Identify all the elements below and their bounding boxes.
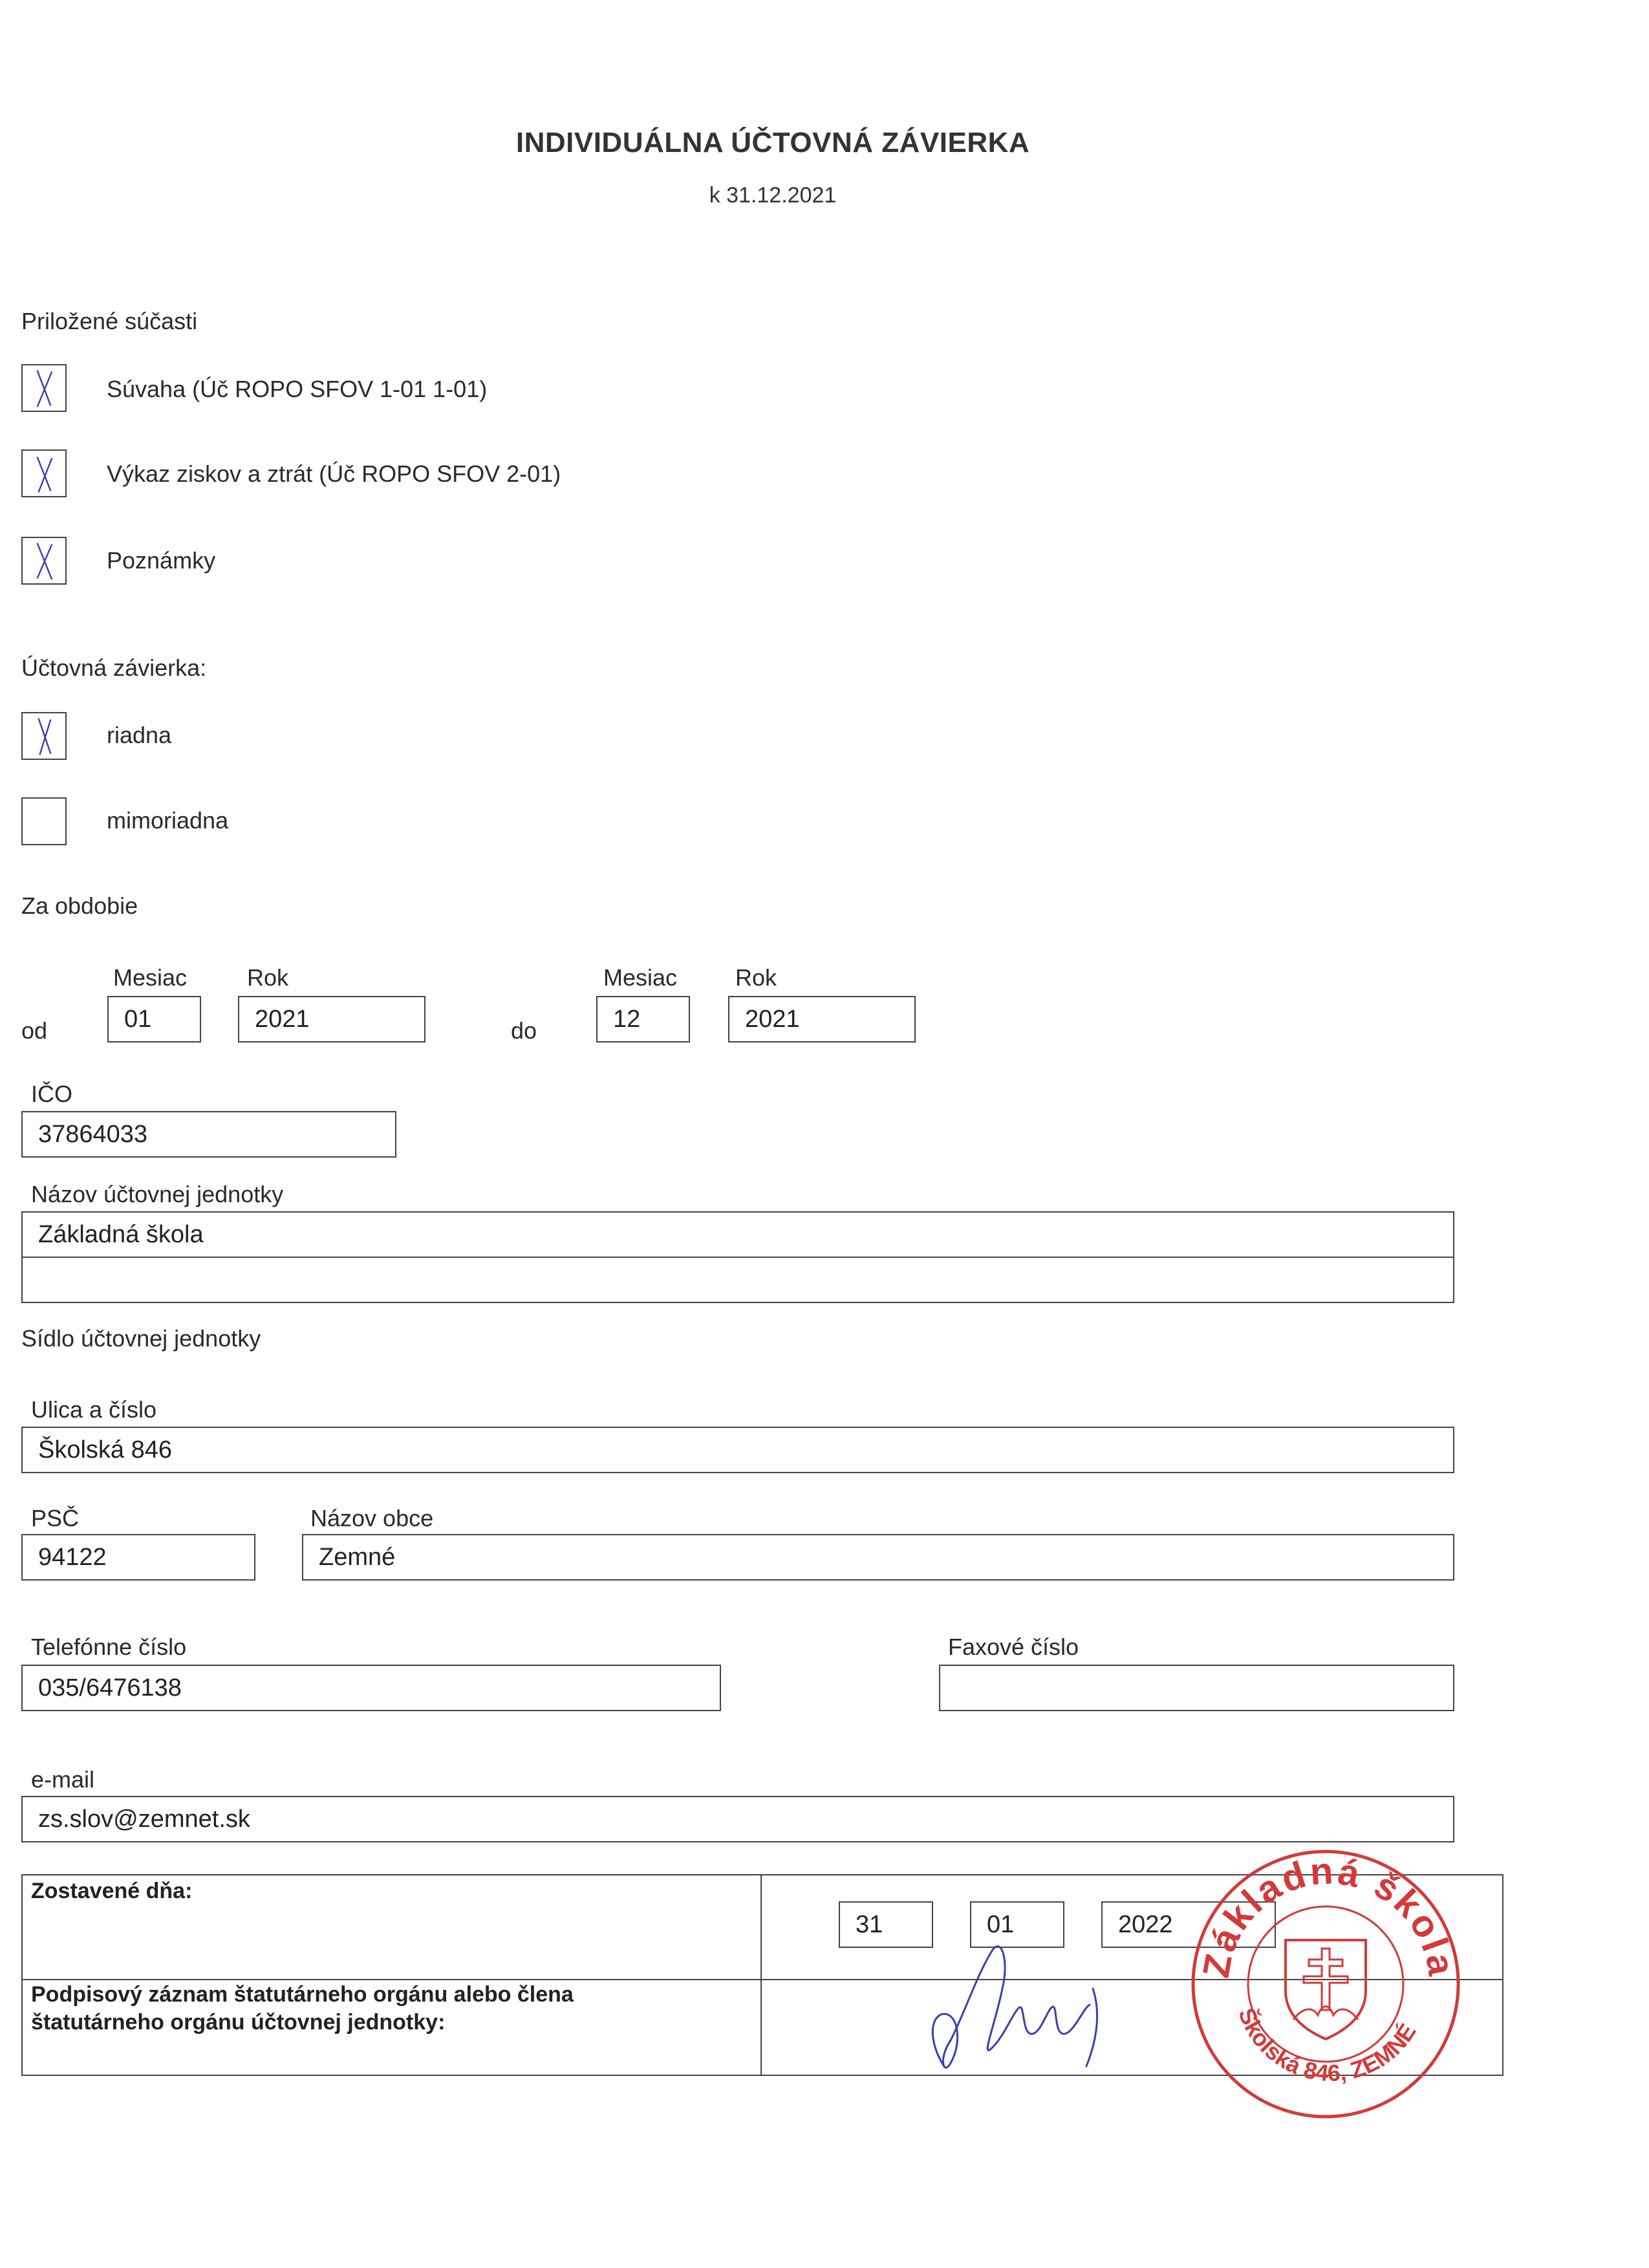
psc-label: PSČ <box>31 1505 80 1531</box>
svg-text:Základná škola <box>1195 1850 1463 1980</box>
from-year-label: Rok <box>247 964 289 991</box>
attachments-heading: Priložené súčasti <box>21 308 198 334</box>
period-heading: Za obdobie <box>21 892 138 919</box>
attachment-label-suvaha: Súvaha (Úč ROPO SFOV 1-01 1-01) <box>107 376 488 402</box>
document-date: k 31.12.2021 <box>709 183 837 208</box>
closing-type-heading: Účtovná závierka: <box>21 654 207 681</box>
ico-field[interactable]: 37864033 <box>21 1111 396 1158</box>
signature-label-line2: štatutárneho orgánu účtovnej jednotky: <box>31 2010 446 2035</box>
from-year-field[interactable]: 2021 <box>238 996 426 1042</box>
phone-label: Telefónne číslo <box>31 1634 187 1660</box>
from-month-field[interactable]: 01 <box>107 996 201 1042</box>
ico-label: IČO <box>31 1081 73 1107</box>
check-mark-icon <box>23 451 65 496</box>
fax-field[interactable] <box>939 1665 1454 1711</box>
email-field[interactable]: zs.slov@zemnet.sk <box>21 1796 1454 1842</box>
checkbox-mimoriadna[interactable] <box>21 797 67 845</box>
to-month-label: Mesiac <box>603 964 678 991</box>
to-month-field[interactable]: 12 <box>596 996 690 1042</box>
closing-label-mimoriadna: mimoriadna <box>107 807 229 834</box>
unit-name-line1-field[interactable]: Základná škola <box>21 1211 1454 1258</box>
fax-label: Faxové číslo <box>948 1634 1079 1660</box>
phone-field[interactable]: 035/6476138 <box>21 1665 721 1711</box>
checkbox-poznamky[interactable] <box>21 537 67 585</box>
compiled-day-field[interactable]: 31 <box>839 1901 933 1948</box>
check-mark-icon <box>23 538 65 583</box>
handwritten-signature <box>905 1937 1125 2086</box>
municipality-label: Názov obce <box>310 1505 434 1531</box>
unit-name-label: Názov účtovnej jednotky <box>31 1181 284 1207</box>
seat-heading: Sídlo účtovnej jednotky <box>21 1325 261 1352</box>
to-year-field[interactable]: 2021 <box>728 996 916 1042</box>
compiled-year-field[interactable]: 2022 <box>1101 1901 1276 1948</box>
checkbox-suvaha[interactable] <box>21 364 67 412</box>
stamp-text-top: Základná škola <box>1194 1850 1463 1981</box>
checkbox-riadna[interactable] <box>21 712 67 760</box>
stamp-text-bottom: Školská 846, ZEMNÉ <box>1233 2004 1421 2087</box>
document-title: INDIVIDUÁLNA ÚČTOVNÁ ZÁVIERKA <box>515 127 1030 158</box>
closing-label-riadna: riadna <box>107 722 172 748</box>
compiled-month-field[interactable]: 01 <box>970 1901 1064 1948</box>
street-field[interactable]: Školská 846 <box>21 1427 1454 1473</box>
checkbox-vykaz[interactable] <box>21 449 67 497</box>
svg-text:Školská 846, ZEMNÉ <box>1233 2004 1421 2086</box>
school-stamp <box>1183 1835 1468 2120</box>
attachment-label-vykaz: Výkaz ziskov a ztrát (Úč ROPO SFOV 2-01) <box>107 460 561 487</box>
compiled-label: Zostavené dňa: <box>31 1879 193 1903</box>
email-label: e-mail <box>31 1766 95 1793</box>
attachment-label-poznamky: Poznámky <box>107 547 216 574</box>
psc-field[interactable]: 94122 <box>21 1534 255 1581</box>
municipality-field[interactable]: Zemné <box>302 1534 1454 1581</box>
signature-label-line1: Podpisový záznam štatutárneho orgánu alebo člena <box>31 1982 574 2007</box>
from-month-label: Mesiac <box>113 964 188 991</box>
coat-of-arms-icon <box>1286 1940 1366 2039</box>
check-mark-icon <box>23 713 65 759</box>
to-year-label: Rok <box>735 964 777 991</box>
from-label: od <box>21 1017 48 1044</box>
street-label: Ulica a číslo <box>31 1396 157 1423</box>
to-label: do <box>511 1017 537 1044</box>
unit-name-line2-field[interactable] <box>21 1257 1454 1303</box>
table-divider-vertical <box>760 1874 762 2076</box>
check-mark-icon <box>23 365 65 411</box>
